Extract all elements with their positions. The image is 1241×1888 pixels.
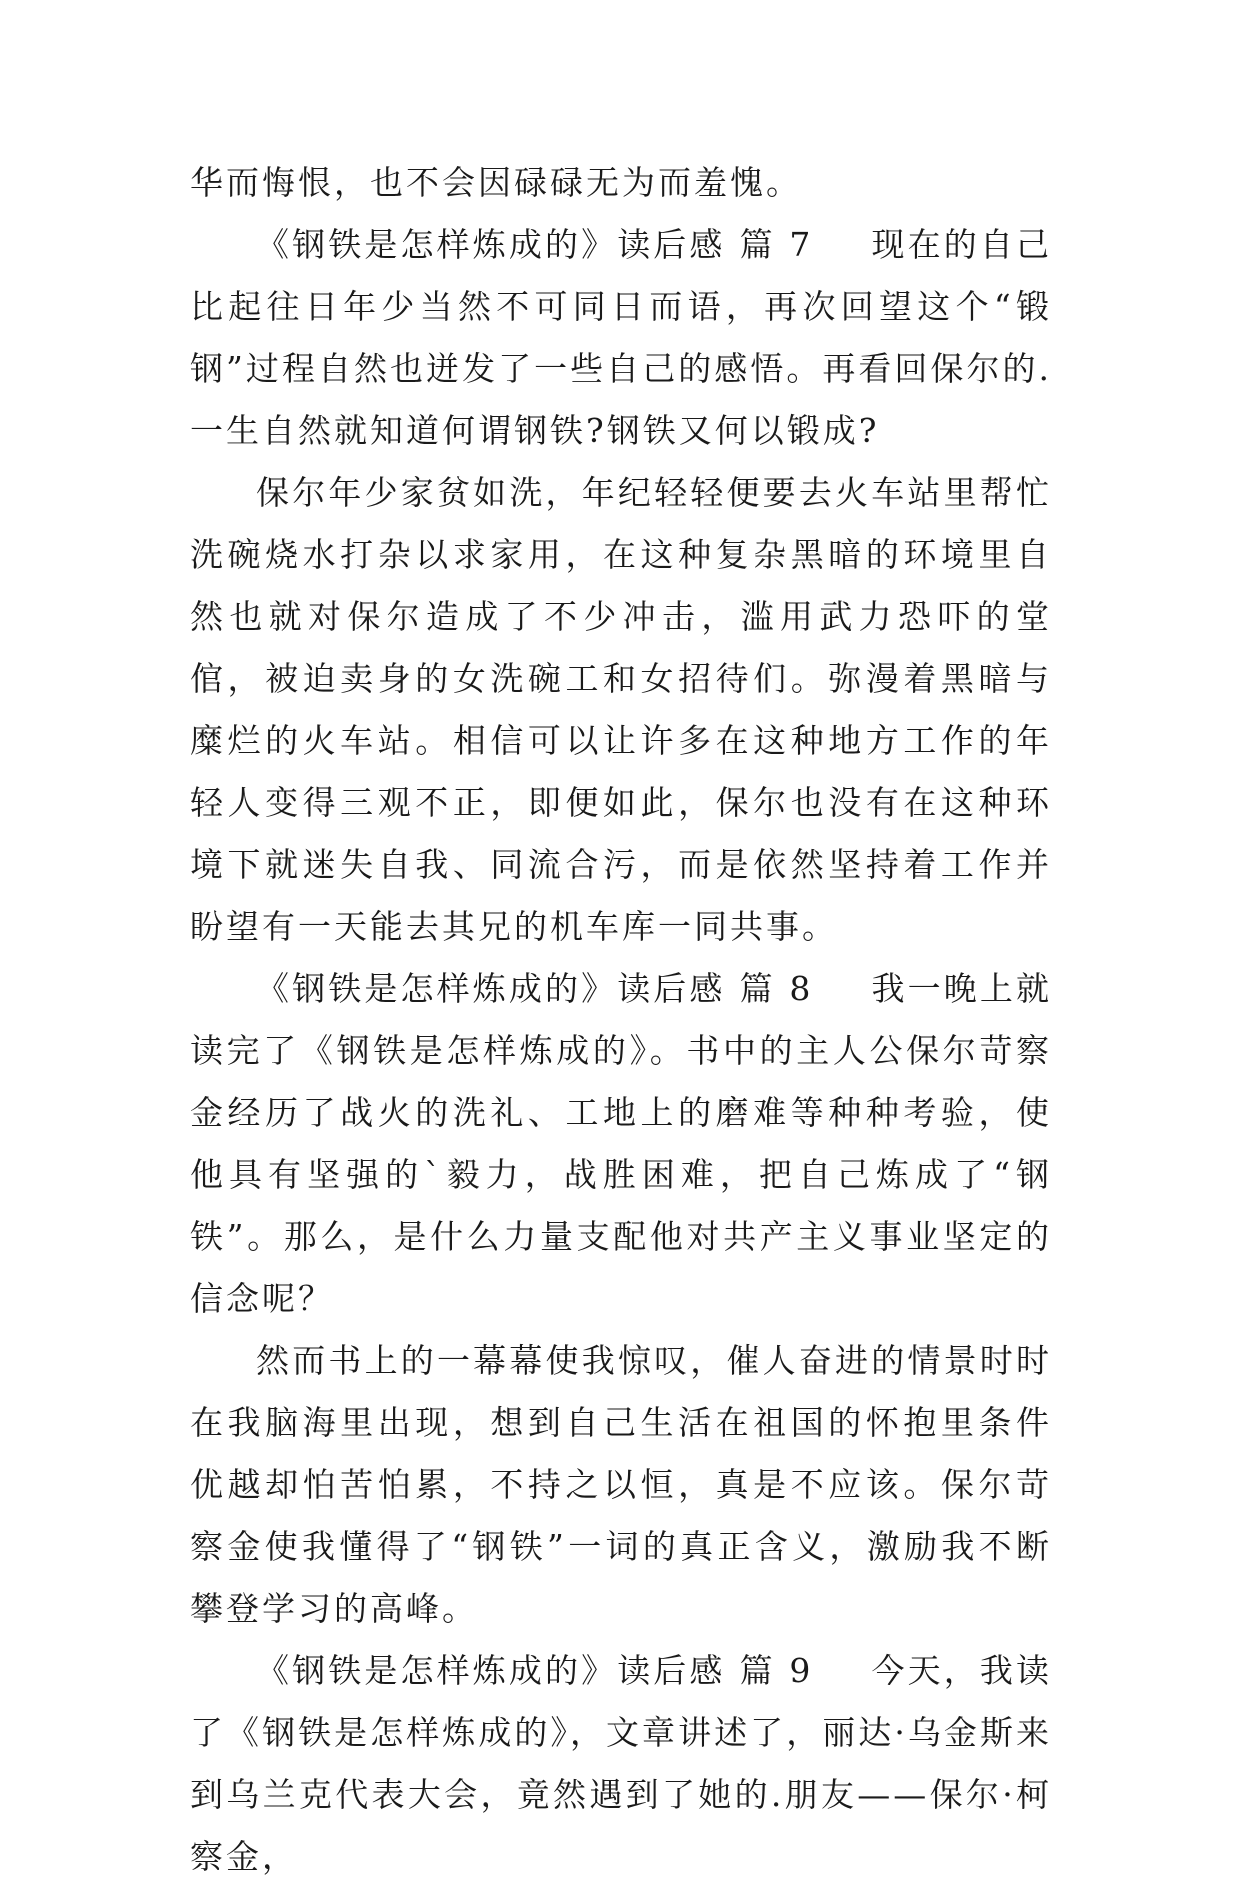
paragraph-6 — [190, 1640, 1052, 1888]
paragraph-3 — [190, 462, 1052, 958]
paragraph-4 — [190, 958, 1052, 1330]
paragraph-1-text: 华而悔恨，也不会因碌碌无为而羞愧。 — [190, 163, 802, 202]
paragraph-2 — [190, 214, 1052, 462]
section-number-7: 篇 7 — [739, 225, 814, 264]
paragraph-6-text: 今天，我读了《钢铁是怎样炼成的》，文章讲述了，丽达·乌金斯来到乌兰克代表大会，竟然遇到了她的.朋友——保尔·柯察金， — [190, 1651, 1053, 1876]
paragraph-2-text: 现在的自己比起往日年少当然不可同日而语，再次回望这个“锻钢”过程自然也迸发了一些自己的感悟。再看回保尔的.一生自然就知道何谓钢铁?钢铁又何以锻成? — [190, 225, 1053, 450]
section-number-9: 篇 9 — [739, 1651, 814, 1690]
article-body — [190, 152, 1052, 1888]
paragraph-4-text: 我一晚上就读完了《钢铁是怎样炼成的》。书中的主人公保尔苛察金经历了战火的洗礼、工地上的磨难等种种考验，使他具有坚强的`毅力，战胜困难，把自己炼成了“钢铁”。那么，是什么力量支配他对共产主义事业坚定的信念呢？ — [190, 969, 1053, 1318]
paragraph-5-text: 然而书上的一幕幕使我惊叹，催人奋进的情景时时在我脑海里出现，想到自己生活在祖国的怀抱里条件优越却怕苦怕累，不持之以恒，真是不应该。保尔苛察金使我懂得了“钢铁”一词的真正含义，激励我不断攀登学习的高峰。 — [190, 1341, 1052, 1628]
section-heading-8: 《钢铁是怎样炼成的》读后感 — [256, 969, 726, 1008]
paragraph-1 — [190, 152, 1052, 214]
section-heading-7: 《钢铁是怎样炼成的》读后感 — [256, 225, 726, 264]
section-number-8: 篇 8 — [739, 969, 814, 1008]
paragraph-5 — [190, 1330, 1052, 1640]
section-heading-9: 《钢铁是怎样炼成的》读后感 — [256, 1651, 726, 1690]
paragraph-3-text: 保尔年少家贫如洗，年纪轻轻便要去火车站里帮忙洗碗烧水打杂以求家用，在这种复杂黑暗的环境里自然也就对保尔造成了不少冲击，滥用武力恐吓的堂倌，被迫卖身的女洗碗工和女招待们。弥漫着黑暗与糜烂的火车站。相信可以让许多在这种地方工作的年轻人变得三观不正，即便如此，保尔也没有在这种环境下就迷失自我、同流合污，而是依然坚持着工作并盼望有一天能去其兄的机车库一同共事。 — [190, 473, 1052, 946]
